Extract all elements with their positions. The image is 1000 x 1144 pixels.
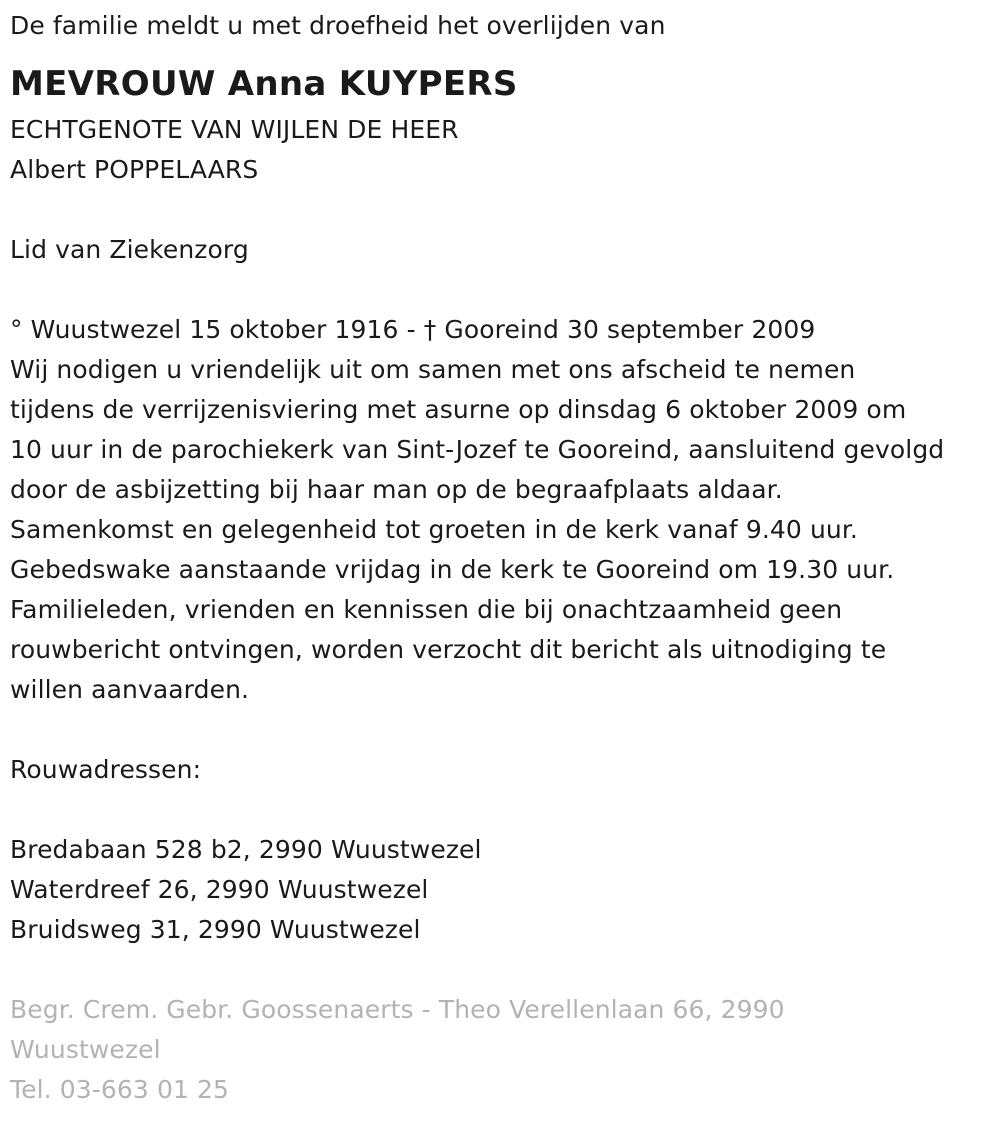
membership-text: Lid van Ziekenzorg [10, 235, 249, 264]
birth-death-dates: ° Wuustwezel 15 oktober 1916 - † Gooreind 30 september 2009 [10, 315, 816, 344]
undertaker-phone: Tel. 03-663 01 25 [10, 1075, 230, 1104]
invitation-line: door de asbijzetting bij haar man op de begraafplaats aldaar. [10, 475, 783, 504]
address-item: Bredabaan 528 b2, 2990 Wuustwezel [10, 835, 482, 864]
spacer [10, 190, 995, 230]
addresses-heading: Rouwadressen: [10, 755, 202, 784]
invitation-line: willen aanvaarden. [10, 675, 250, 704]
spacer [10, 950, 995, 990]
invitation-line: Familieleden, vrienden en kennissen die bij onachtzaamheid geen [10, 595, 843, 624]
address-list [10, 830, 995, 950]
invitation-paragraph [10, 350, 995, 710]
invitation-line: Samenkomst en gelegenheid tot groeten in de kerk vanaf 9.40 uur. [10, 515, 858, 544]
deceased-name: MEVROUW Anna KUYPERS [10, 64, 518, 104]
spacer [10, 710, 995, 750]
spacer [10, 270, 995, 310]
undertaker-address: Begr. Crem. Gebr. Goossenaerts - Theo Verellenlaan 66, 2990 Wuustwezel [10, 995, 785, 1064]
spouse-line-2: Albert POPPELAARS [10, 155, 259, 184]
address-item: Bruidsweg 31, 2990 Wuustwezel [10, 915, 421, 944]
invitation-line: Wij nodigen u vriendelijk uit om samen met ons afscheid te nemen [10, 355, 856, 384]
invitation-line: Gebedswake aanstaande vrijdag in de kerk te Gooreind om 19.30 uur. [10, 555, 895, 584]
spacer [10, 790, 995, 830]
intro-text: De familie meldt u met droefheid het overlijden van [10, 11, 666, 40]
invitation-line: tijdens de verrijzenisviering met asurne op dinsdag 6 oktober 2009 om [10, 395, 907, 424]
undertaker-info [10, 990, 840, 1110]
spouse-line-1: ECHTGENOTE VAN WIJLEN DE HEER [10, 115, 459, 144]
address-item: Waterdreef 26, 2990 Wuustwezel [10, 875, 429, 904]
death-notice [10, 6, 995, 1110]
invitation-line: rouwbericht ontvingen, worden verzocht dit bericht als uitnodiging te [10, 635, 887, 664]
invitation-line: 10 uur in de parochiekerk van Sint-Jozef te Gooreind, aansluitend gevolgd [10, 435, 945, 464]
